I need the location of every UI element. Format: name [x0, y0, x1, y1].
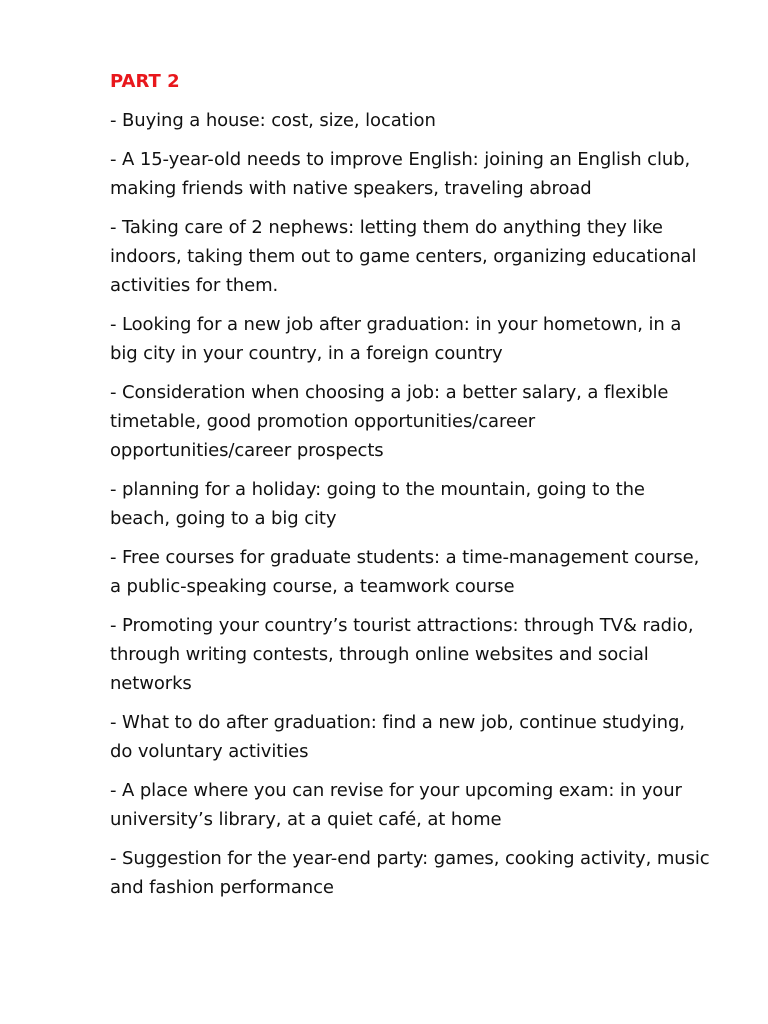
topic-item: - Taking care of 2 nephews: letting them do anything they like indoors, taking them out to game centers, organizing educational activities for them.	[110, 217, 697, 296]
topic-item: - Promoting your country’s tourist attractions: through TV& radio, through writing contests, through online websites and social networks	[110, 615, 694, 694]
topic-item: - Free courses for graduate students: a time-management course, a public-speaking course, a teamwork course	[110, 547, 700, 597]
section-heading: PART 2	[110, 71, 180, 92]
topic-list	[110, 106, 710, 902]
document-page	[110, 68, 710, 912]
topic-item: - Suggestion for the year-end party: games, cooking activity, music and fashion performance	[110, 848, 710, 898]
topic-item: - A 15-year-old needs to improve English: joining an English club, making friends with native speakers, traveling abroad	[110, 149, 691, 199]
topic-item: - Consideration when choosing a job: a better salary, a flexible timetable, good promotion opportunities/career opportunities/career prospects	[110, 382, 669, 461]
topic-item: - A place where you can revise for your upcoming exam: in your university’s library, at a quiet café, at home	[110, 780, 682, 830]
topic-item: - Looking for a new job after graduation: in your hometown, in a big city in your country, in a foreign country	[110, 314, 682, 364]
topic-item: - What to do after graduation: find a new job, continue studying, do voluntary activities	[110, 712, 685, 762]
topic-item: - planning for a holiday: going to the mountain, going to the beach, going to a big city	[110, 479, 645, 529]
topic-item: - Buying a house: cost, size, location	[110, 110, 436, 131]
